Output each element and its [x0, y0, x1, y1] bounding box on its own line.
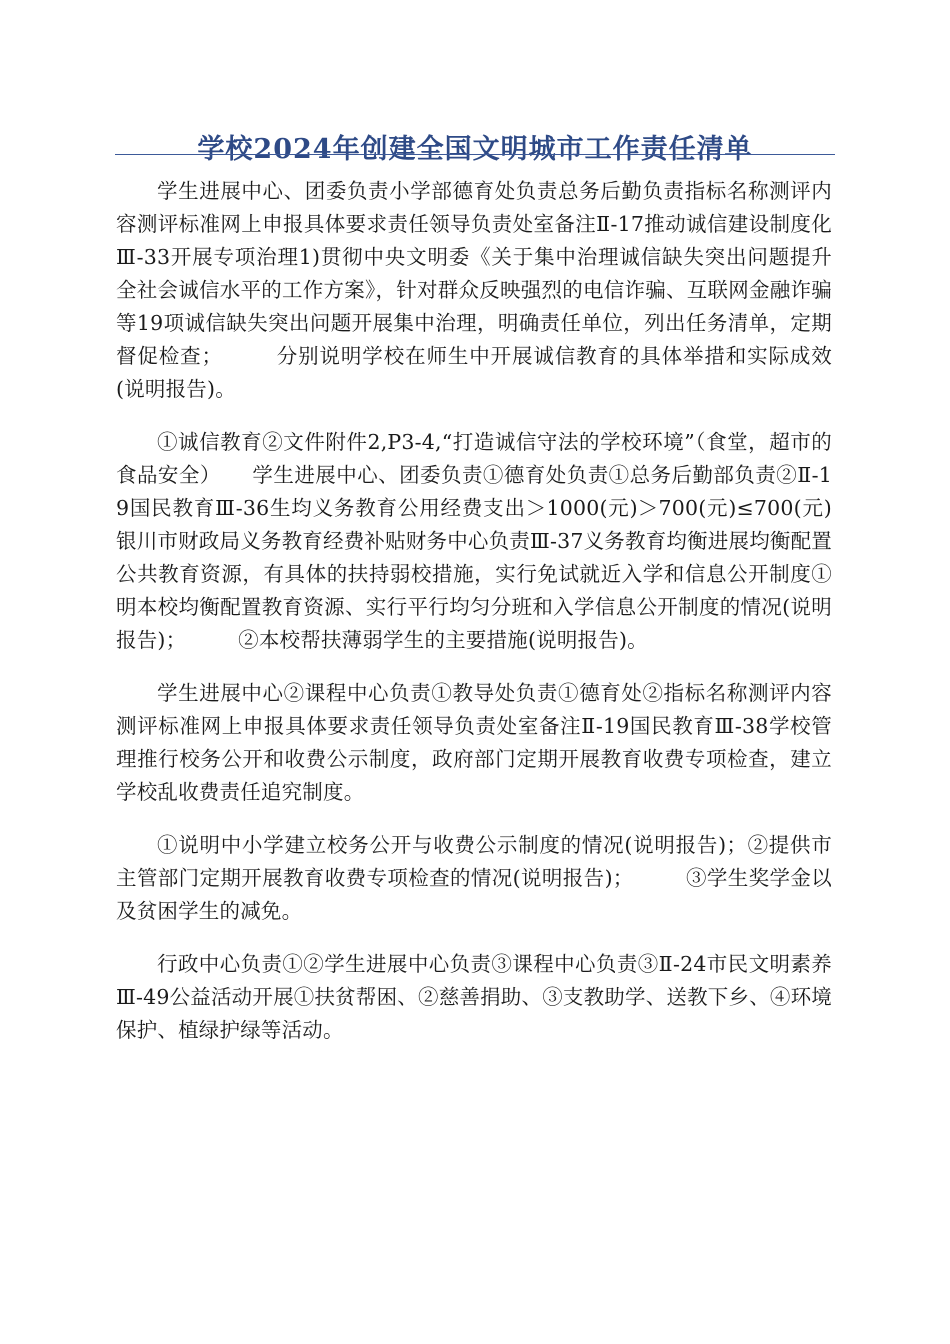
paragraph-4: ①说明中小学建立校务公开与收费公示制度的情况(说明报告)；②提供市主管部门定期开展教育收费专项检查的情况(说明报告)； ③学生奖学金以及贫困学生的减免。	[116, 833, 832, 923]
paragraph-1: 学生进展中心、团委负责小学部德育处负责总务后勤负责指标名称测评内容测评标准网上申报具体要求责任领导负责处室备注Ⅱ-17推动诚信建设制度化Ⅲ-33开展专项治理1)贯彻中央文明委《关于集中治理诚信缺失突出问题提升全社会诚信水平的工作方案》，针对群众反映强烈的电信诈骗、互联网金融诈骗等19项诚信缺失突出问题开展集中治理，明确责任单位，列出任务清单，定期督促检查； 分别说明学校在师生中开展诚信教育的具体举措和实际成效(说明报告)。	[116, 179, 832, 401]
title-underline	[115, 154, 835, 155]
document-title: 学校2024年创建全国文明城市工作责任清单	[197, 134, 753, 166]
paragraph-2: ①诚信教育②文件附件2,P3-4,“打造诚信守法的学校环境”（食堂，超市的食品安全） 学生进展中心、团委负责①德育处负责①总务后勤部负责②Ⅱ-19国民教育Ⅲ-36生均义务教育公用经费支出＞1000(元)＞700(元)≤700(元)银川市财政局义务教育经费补贴财务中心负责Ⅲ-37义务教育均衡进展均衡配置公共教育资源，有具体的扶持弱校措施，实行免试就近入学和信息公开制度①明本校均衡配置教育资源、实行平行均匀分班和入学信息公开制度的情况(说明报告)； ②本校帮扶薄弱学生的主要措施(说明报告)。	[116, 430, 832, 652]
paragraph-3: 学生进展中心②课程中心负责①教导处负责①德育处②指标名称测评内容测评标准网上申报具体要求责任领导负责处室备注Ⅱ-19国民教育Ⅲ-38学校管理推行校务公开和收费公示制度，政府部门定期开展教育收费专项检查，建立学校乱收费责任追究制度。	[116, 681, 832, 804]
document-body	[116, 175, 832, 1067]
paragraph-5: 行政中心负责①②学生进展中心负责③课程中心负责③Ⅱ-24市民文明素养Ⅲ-49公益活动开展①扶贫帮困、②慈善捐助、③支教助学、送教下乡、④环境保护、植绿护绿等活动。	[116, 952, 832, 1042]
